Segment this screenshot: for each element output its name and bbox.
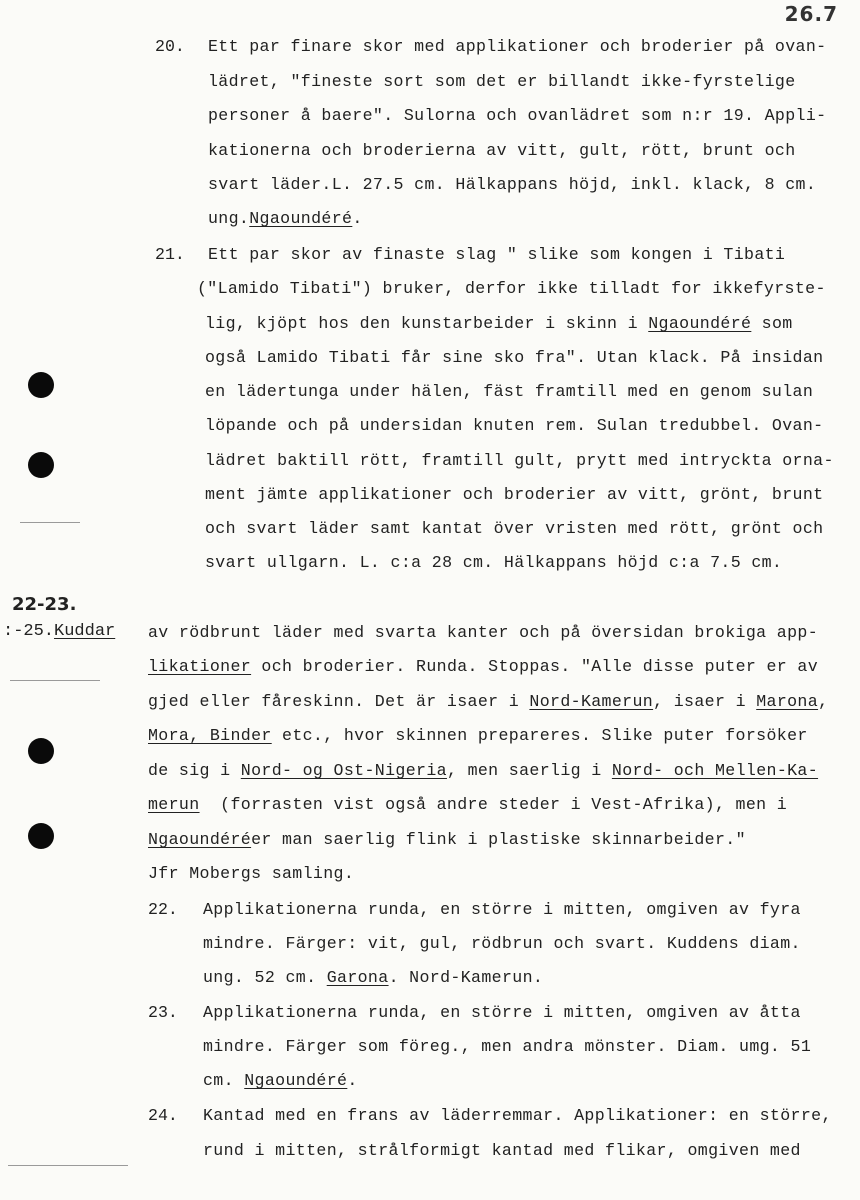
entry-24-number: 24. bbox=[148, 1106, 178, 1125]
kuddar-line: de sig i Nord- og Ost-Nigeria, men saerlig i Nord- och Mellen-Ka- bbox=[148, 761, 819, 780]
place-name: Ngaoundéré bbox=[249, 209, 353, 228]
entry-20-line: personer å baere". Sulorna och ovanlädret som n:r 19. Appli- bbox=[208, 106, 827, 125]
place-name: Garona bbox=[326, 968, 389, 987]
kuddar-line: likationer och broderier. Runda. Stoppas. "Alle disse puter er av bbox=[148, 657, 819, 676]
place-name: merun bbox=[148, 795, 200, 814]
entry-22-number: 22. bbox=[148, 900, 178, 919]
place-name: Mora, Binder bbox=[148, 726, 272, 745]
punch-hole-icon bbox=[28, 738, 54, 764]
entry-23-line: cm. Ngaoundéré. bbox=[203, 1071, 358, 1090]
place-name: Nord- och Mellen-Ka- bbox=[611, 761, 819, 780]
entry-22-line: Applikationerna runda, en större i mitten, omgiven av fyra bbox=[203, 900, 801, 919]
entry-20-number: 20. bbox=[155, 37, 185, 56]
entry-20-line: lädret, "fineste sort som det er billandt ikke-fyrstelige bbox=[208, 72, 796, 91]
entry-20-line: ung.Ngaoundéré. bbox=[208, 209, 363, 228]
kuddar-line: Ngaoundéréer man saerlig flink i plastiske skinnarbeider." bbox=[148, 830, 746, 849]
entry-21-line: löpande och på undersidan knuten rem. Sulan tredubbel. Ovan- bbox=[205, 416, 824, 435]
range-label: 22-23. bbox=[12, 594, 77, 615]
entry-21-line: lig, kjöpt hos den kunstarbeider i skinn i Ngaoundéré som bbox=[205, 314, 793, 333]
entry-21-line: svart ullgarn. L. c:a 28 cm. Hälkappans höjd c:a 7.5 cm. bbox=[205, 553, 783, 572]
place-name: Marona bbox=[756, 692, 819, 711]
place-name: Nord-Kamerun bbox=[529, 692, 654, 711]
entry-20-line: Ett par finare skor med applikationer och broderier på ovan- bbox=[208, 37, 827, 56]
entry-23-number: 23. bbox=[148, 1003, 178, 1022]
scan-mark bbox=[8, 1165, 128, 1166]
entry-23-line: Applikationerna runda, en större i mitten, omgiven av åtta bbox=[203, 1003, 801, 1022]
place-name: Ngaoundéré bbox=[148, 830, 252, 849]
entry-21-line: lädret baktill rött, framtill gult, prytt med intryckta orna- bbox=[205, 451, 834, 470]
entry-21-line: ment jämte applikationer och broderier av vitt, grönt, brunt bbox=[205, 485, 824, 504]
kuddar-line: merun (forrasten vist også andre steder i Vest-Afrika), men i bbox=[148, 795, 788, 814]
scan-mark bbox=[10, 680, 100, 681]
scan-mark bbox=[20, 522, 80, 523]
punch-hole-icon bbox=[28, 372, 54, 398]
entry-21-line: ("Lamido Tibati") bruker, derfor ikke tilladt for ikkefyrste- bbox=[197, 279, 826, 298]
entry-20-line: kationerna och broderierna av vitt, gult, rött, brunt och bbox=[208, 141, 796, 160]
entry-20-line: svart läder.L. 27.5 cm. Hälkappans höjd, inkl. klack, 8 cm. bbox=[208, 175, 817, 194]
section-title: Kuddar bbox=[54, 622, 116, 641]
place-name: Nord- og Ost-Nigeria bbox=[240, 761, 447, 780]
entry-23-line: mindre. Färger som föreg., men andra mönster. Diam. umg. 51 bbox=[203, 1037, 812, 1056]
entry-22-line: ung. 52 cm. Garona. Nord-Kamerun. bbox=[203, 968, 544, 987]
section-heading: :-25.Kuddar bbox=[3, 622, 116, 641]
entry-21-line: en lädertunga under hälen, fäst framtill med en genom sulan bbox=[205, 382, 814, 401]
entry-24-line: Kantad med en frans av läderremmar. Applikationer: en större, bbox=[203, 1106, 832, 1125]
entry-24-line: rund i mitten, strålformigt kantad med flikar, omgiven med bbox=[203, 1141, 801, 1160]
kuddar-line: Jfr Mobergs samling. bbox=[148, 864, 355, 883]
place-name: Ngaoundéré bbox=[244, 1071, 348, 1090]
page-number: 26.7 bbox=[784, 2, 838, 26]
punch-hole-icon bbox=[28, 452, 54, 478]
kuddar-line: gjed eller fåreskinn. Det är isaer i Nord-Kamerun, isaer i Marona, bbox=[148, 692, 829, 711]
punch-hole-icon bbox=[28, 823, 54, 849]
entry-21-line: Ett par skor av finaste slag " slike som kongen i Tibati bbox=[208, 245, 786, 264]
kuddar-line: av rödbrunt läder med svarta kanter och på översidan brokiga app- bbox=[148, 623, 819, 642]
entry-21-line: også Lamido Tibati får sine sko fra". Utan klack. På insidan bbox=[205, 348, 824, 367]
entry-22-line: mindre. Färger: vit, gul, rödbrun och svart. Kuddens diam. bbox=[203, 934, 801, 953]
place-name: Ngaoundéré bbox=[648, 314, 752, 333]
entry-21-line: och svart läder samt kantat över vristen med rött, grönt och bbox=[205, 519, 824, 538]
entry-21-number: 21. bbox=[155, 245, 185, 264]
kuddar-line: Mora, Binder etc., hvor skinnen prepareres. Slike puter forsöker bbox=[148, 726, 808, 745]
